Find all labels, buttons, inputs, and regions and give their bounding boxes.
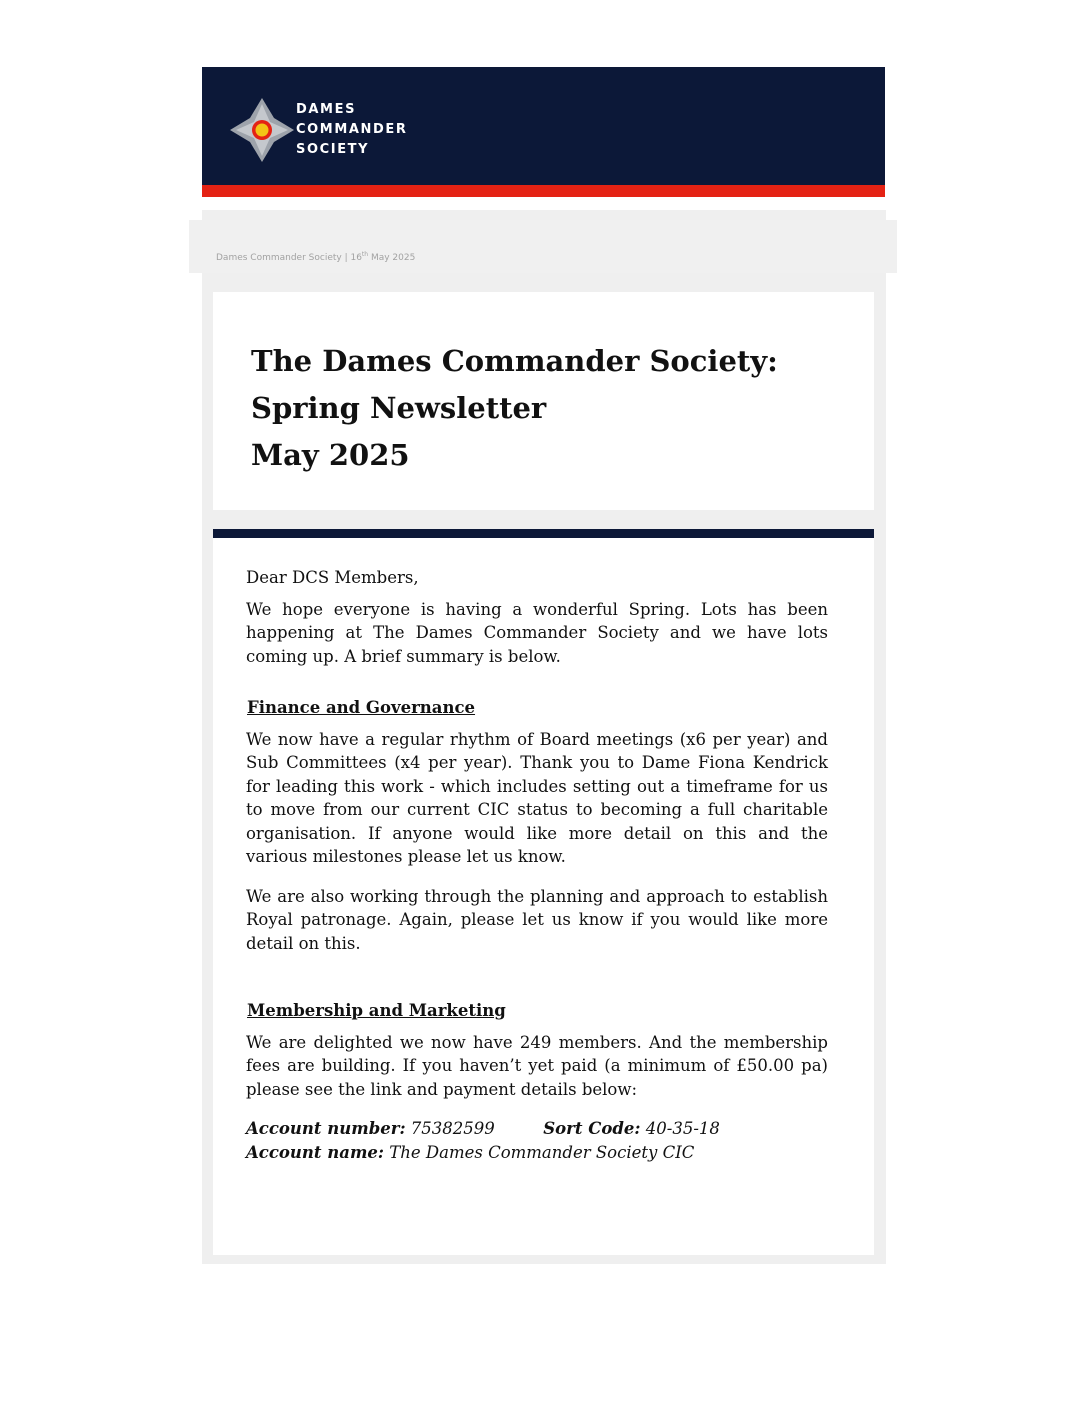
newsletter-body (213, 538, 874, 1255)
membership-heading: Membership and Marketing (247, 1001, 506, 1020)
finance-paragraph-1: We now have a regular rhythm of Board meetings (x6 per year) and Sub Committees (x4 per year). Thank you to Dame Fiona Kendrick for leading this work - which includes setting out a timeframe for us to move from our current CIC status to becoming a full charitable organisation. If anyone would like more detail on this and the various milestones please let us know. (246, 729, 828, 866)
logo-line-2: COMMANDER (296, 122, 408, 137)
title-line-1: The Dames Commander Society: (251, 344, 778, 378)
account-name: The Dames Commander Society CIC (389, 1142, 695, 1162)
section-divider (213, 529, 874, 538)
intro-paragraph: We hope everyone is having a wonderful Spring. Lots has been happening at The Dames Commander Society and we have lots coming up. A brief summary is below. (246, 599, 828, 666)
title-line-2: Spring Newsletter (251, 391, 547, 425)
finance-heading: Finance and Governance (247, 698, 476, 717)
dateline: Dames Commander Society | 16th May 2025 (216, 251, 416, 263)
greeting: Dear DCS Members, (246, 568, 419, 587)
title-box (213, 292, 874, 510)
membership-paragraph: We are delighted we now have 249 members. And the membership fees are building. If you haven’t yet paid (a minimum of £50.00 pa) please see the link and payment details below: (246, 1032, 828, 1099)
header-red-stripe (202, 185, 885, 197)
society-star-logo-icon (230, 98, 294, 162)
title-line-3: May 2025 (251, 438, 410, 472)
bank-details (246, 1117, 828, 1164)
logo-line-1: DAMES (296, 102, 357, 117)
account-number: 75382599 (410, 1119, 495, 1138)
logo-line-3: SOCIETY (296, 142, 370, 157)
account-number-row (246, 1117, 828, 1141)
dateline-band (189, 220, 897, 273)
account-name-label: Account name: (246, 1142, 384, 1162)
account-number-label: Account number: (246, 1119, 406, 1138)
account-name-row (246, 1141, 828, 1165)
sort-code-label: Sort Code: (543, 1119, 641, 1138)
society-logo-wordmark (296, 100, 408, 160)
newsletter-header (202, 67, 885, 185)
finance-paragraph-2: We are also working through the planning and approach to establish Royal patronage. Again, please let us know if you would like more detail on this. (246, 886, 828, 953)
page-title (251, 338, 778, 479)
sort-code: 40-35-18 (645, 1119, 720, 1138)
